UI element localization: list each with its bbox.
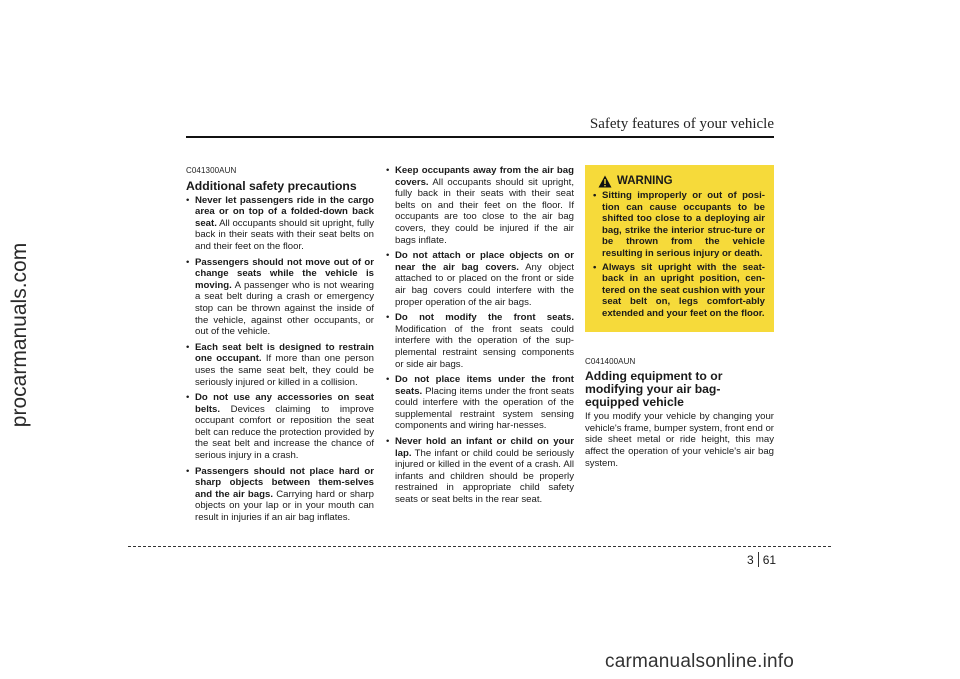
item-text: Placing items under the front seats could interfere with the operation of the supplemental restraint system sensing components and wiring har-nesses. — [395, 385, 574, 432]
list-item — [186, 466, 374, 524]
item-text: A passenger who is not wearing a seat belt during a crash or emergency stop can be thrown against the inside of the vehicle, against other occupants, or out of the vehicle. — [195, 279, 374, 338]
section-code: C041300AUN — [186, 166, 237, 175]
item-text: Modification of the front seats could interfere with the operation of the sup-plemental restraint sensing components or side air bags. — [395, 323, 574, 370]
item-lead: Never let passengers ride in the cargo area or on top of a folded-down back seat. — [195, 194, 374, 229]
list-item — [386, 374, 574, 432]
column-3 — [585, 165, 774, 469]
header-divider — [186, 136, 774, 138]
column-2 — [386, 165, 574, 510]
item-lead: Do not modify the front seats. — [395, 312, 574, 324]
warning-box — [585, 165, 774, 332]
item-text: All occupants should sit upright, fully back in their seats with their seat belts on and their feet on the floor. If occupants are too close to the air bag covers, they could be injured if the air bags inflate. — [395, 176, 574, 246]
page-number-value: 61 — [762, 552, 777, 567]
side-watermark-text: procarmanuals.com — [8, 242, 31, 428]
item-text: The infant or child could be seriously injured or killed in the event of a crash. All infants and children should be properly restrained in appropriate child safety seats or seat belts in the rear seat. — [395, 447, 574, 506]
precautions-list-continued — [386, 165, 574, 506]
precautions-list — [186, 195, 374, 524]
warning-title: WARNING — [617, 174, 673, 187]
item-lead: Keep occupants away from the air bag covers. — [395, 165, 574, 188]
item-lead: Do not attach or place objects on or near the air bag covers. — [395, 250, 574, 273]
section-heading: Additional safety precautions — [186, 178, 357, 193]
list-item — [386, 250, 574, 308]
page-number — [747, 552, 776, 567]
footer-divider — [128, 546, 831, 547]
warning-item: • Always sit upright with the seat-back in an upright position, cen-tered on the seat cushion with your seat belt on, legs comfort-ably extended and your feet on the floor. — [593, 262, 765, 320]
column-1 — [186, 165, 374, 528]
item-text: Devices claiming to improve occupant comfort or reposition the seat belt can reduce the protection provided by the seat belt and increase the chance of serious injury in a crash. — [195, 403, 374, 462]
item-lead: Do not use any accessories on seat belts. — [195, 392, 374, 415]
chapter-number: 3 — [747, 552, 754, 567]
item-lead: Passengers should not place hard or sharp objects between them-selves and the air bags. — [195, 465, 374, 500]
warning-list — [593, 190, 765, 320]
item-text: Any object attached to or placed on the front or side air bag covers could interfere with the proper operation of the air bags. — [395, 261, 575, 308]
warning-triangle-icon — [598, 175, 612, 188]
list-item — [186, 392, 374, 462]
warning-header — [598, 175, 765, 188]
page-header-title: Safety features of your vehicle — [589, 116, 774, 132]
page-number-separator — [758, 552, 759, 567]
list-item — [186, 257, 374, 338]
item-lead: Passengers should not move out of or change seats while the vehicle is moving. — [195, 256, 374, 291]
section-heading: Adding equipment to or modifying your air bag-equipped vehicle — [585, 369, 723, 410]
item-lead: Do not place items under the front seats. — [395, 374, 574, 397]
item-lead: Each seat belt is designed to restrain one occupant. — [195, 341, 374, 365]
item-text: All occupants should sit upright, fully back in their seats with their seat belts on and their feet on the floor. — [195, 217, 374, 252]
side-watermark — [0, 240, 42, 430]
item-text: If more than one person uses the same seat belt, they could be seriously injured or killed in a collision. — [195, 353, 375, 388]
bottom-watermark: carmanualsonline.info — [605, 651, 795, 672]
list-item — [386, 312, 574, 370]
list-item — [386, 165, 574, 246]
list-item — [386, 436, 574, 506]
list-item — [186, 342, 374, 388]
section-body: If you modify your vehicle by changing your vehicle's frame, bumper system, front end or side sheet metal or ride height, this may affect the operation of your vehicle's air bag system. — [585, 411, 774, 469]
warning-item: • Sitting improperly or out of posi-tion can cause occupants to be shifted too close to a deploying air bag, strike the interior struc-ture or be thrown from the vehicle resulting in serious injury or death. — [593, 190, 765, 260]
list-item — [186, 195, 374, 253]
item-lead: Never hold an infant or child on your lap. — [395, 436, 574, 459]
section-code: C041400AUN — [585, 356, 636, 366]
item-text: Carrying hard or sharp objects on your lap or in your mouth can result in injuries if an air bag inflates. — [195, 488, 374, 524]
